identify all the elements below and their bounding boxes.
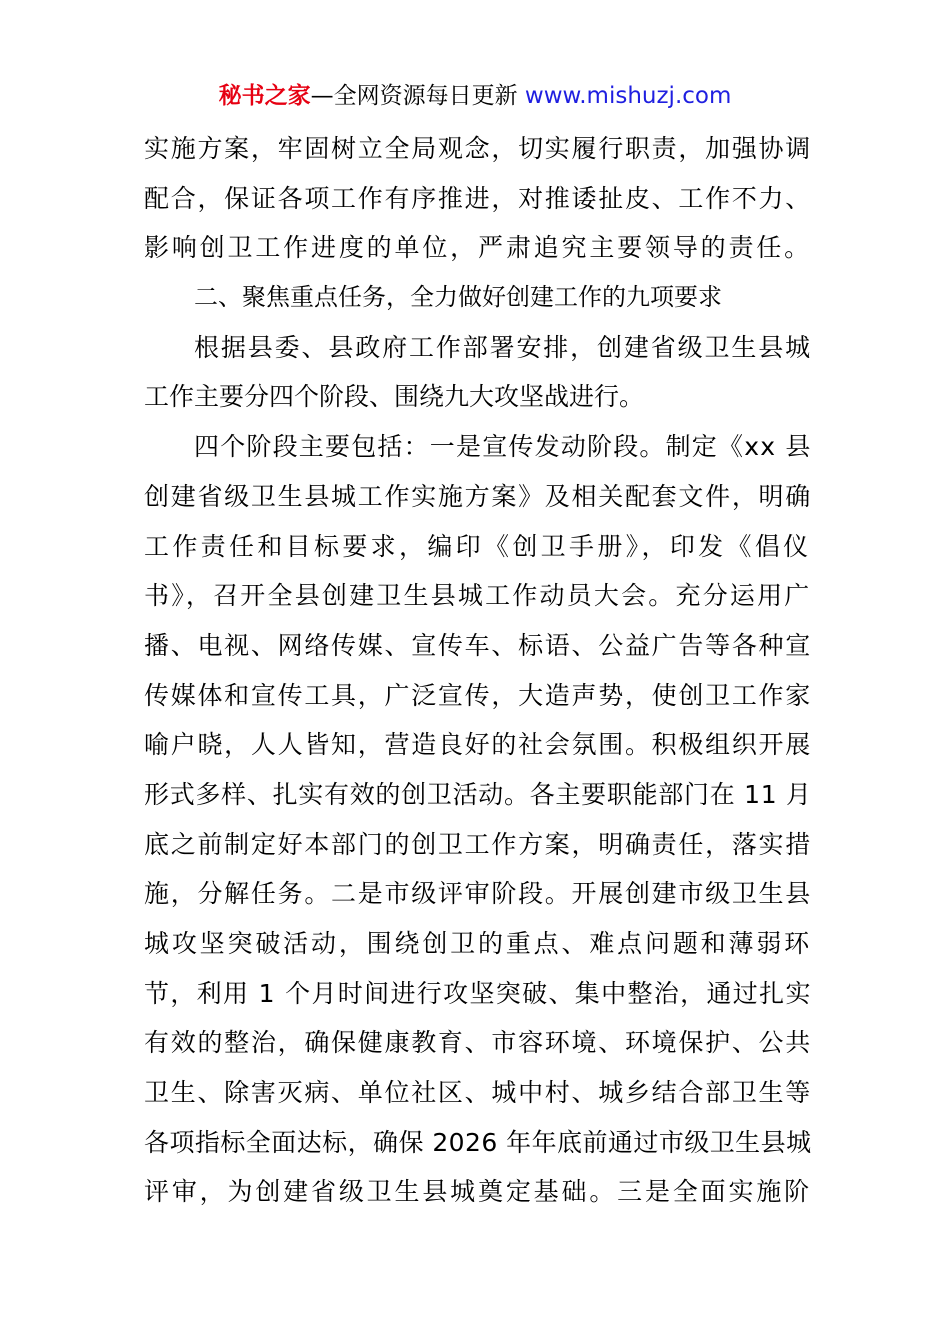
text-line: 工作责任和目标要求，编印《创卫手册》，印发《倡仪	[144, 531, 812, 561]
text-line: 实施方案，牢固树立全局观念，切实履行职责，加强协调	[144, 134, 813, 163]
page-header	[0, 80, 950, 112]
text-line: 卫生、除害灭病、单位社区、城中村、城乡结合部卫生等	[144, 1078, 813, 1108]
text-line: 城攻坚突破活动，围绕创卫的重点、难点问题和薄弱环	[144, 929, 812, 958]
header-tagline: —全网资源每日更新	[310, 83, 518, 109]
text-line: 影响创卫工作进度的单位，严肃追究主要领导的责任。	[144, 233, 812, 263]
text-line: 传媒体和宣传工具，广泛宣传，大造声势，使创卫工作家	[144, 680, 813, 710]
text-line: 喻户晓，人人皆知，营造良好的社会氛围。积极组织开展	[144, 730, 813, 760]
text-line: 书》，召开全县创建卫生县城工作动员大会。充分运用广	[144, 581, 812, 611]
section-heading: 二、聚焦重点任务，全力做好创建工作的九项要求	[194, 283, 722, 312]
text-line: 节，利用 1 个月时间进行攻坚突破、集中整治，通过扎实	[144, 978, 812, 1008]
brand-name: 秘书之家	[218, 83, 311, 109]
text-line: 播、电视、网络传媒、宣传车、标语、公益广告等各种宣	[144, 630, 813, 660]
text-line: 施，分解任务。二是市级评审阶段。开展创建市级卫生县	[144, 879, 813, 909]
text-line: 各项指标全面达标，确保 2026 年年底前通过市级卫生县城	[144, 1127, 812, 1157]
text-line: 工作主要分四个阶段、围绕九大攻坚战进行。	[144, 382, 645, 412]
website-link[interactable]: www.mishuzj.com	[524, 83, 732, 109]
text-line: 根据县委、县政府工作部署安排，创建省级卫生县城	[194, 332, 813, 362]
text-line: 创建省级卫生县城工作实施方案》及相关配套文件，明确	[144, 481, 813, 511]
text-line: 有效的整治，确保健康教育、市容环境、环境保护、公共	[144, 1028, 813, 1058]
text-line: 底之前制定好本部门的创卫工作方案，明确责任，落实措	[144, 829, 813, 859]
text-line: 四个阶段主要包括：一是宣传发动阶段。制定《xx 县	[194, 432, 812, 462]
text-line: 形式多样、扎实有效的创卫活动。各主要职能部门在 11 月	[144, 779, 812, 809]
text-line: 配合，保证各项工作有序推进，对推诿扯皮、工作不力、	[144, 183, 813, 213]
document-body	[144, 124, 812, 1217]
text-line: 评审，为创建省级卫生县城奠定基础。三是全面实施阶	[144, 1177, 812, 1207]
